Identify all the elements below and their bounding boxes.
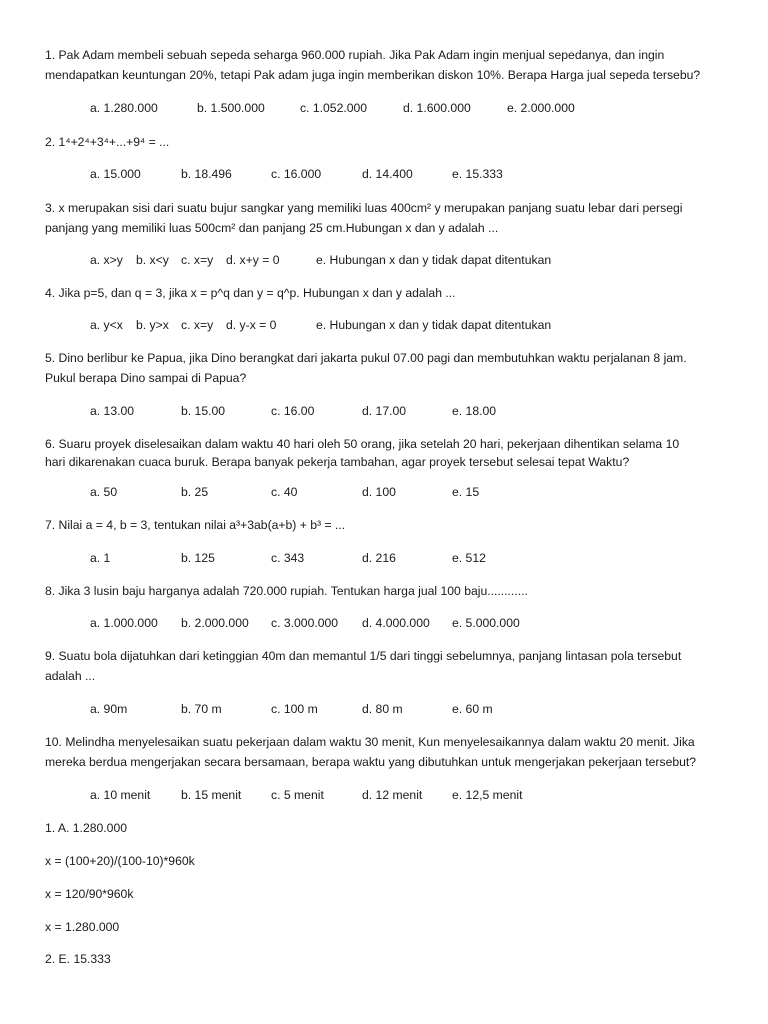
option-d: d. y-x = 0 — [226, 318, 277, 332]
option-a: a. 1 — [90, 551, 111, 565]
option-a: a. 50 — [90, 485, 118, 499]
question-6-line-1: 6. Suaru proyek diselesaikan dalam waktu 40 hari oleh 50 orang, jika setelah 20 hari, pekerjaan dihentikan selama 10 — [45, 437, 680, 451]
answer-1-step-1: x = (100+20)/(100-10)*960k — [45, 854, 195, 868]
option-c: c. 3.000.000 — [271, 616, 339, 630]
option-d: d. 12 menit — [362, 788, 423, 802]
question-3-line-2: panjang yang memiliki luas 500cm² dan panjang 25 cm.Hubungan x dan y adalah ... — [45, 221, 499, 235]
question-5-line-2: Pukul berapa Dino sampai di Papua? — [45, 371, 247, 385]
question-7-options — [0, 550, 768, 566]
option-a: a. y<x — [90, 318, 123, 332]
option-b: b. 15.00 — [181, 404, 226, 418]
question-7-line-1: 7. Nilai a = 4, b = 3, tentukan nilai a³+3ab(a+b) + b³ = ... — [45, 518, 346, 532]
question-9-options — [0, 701, 768, 717]
answer-1-step-2: x = 120/90*960k — [45, 887, 134, 901]
question-6-line-2: hari dikarenakan cuaca buruk. Berapa banyak pekerja tambahan, agar proyek tersebut selesai tepat Waktu? — [45, 455, 630, 469]
option-c: c. 5 menit — [271, 788, 324, 802]
option-c: c. 100 m — [271, 702, 318, 716]
option-a: a. x>y — [90, 253, 123, 267]
option-d: d. 1.600.000 — [403, 101, 471, 115]
option-e: e. 15 — [452, 485, 480, 499]
question-1-line-1: 1. Pak Adam membeli sebuah sepeda seharga 960.000 rupiah. Jika Pak Adam ingin menjual sepedanya, dan ingin — [45, 48, 665, 62]
answer-1-heading: 1. A. 1.280.000 — [45, 821, 127, 835]
question-1-line-2: mendapatkan keuntungan 20%, tetapi Pak adam juga ingin memberikan diskon 10%. Berapa Harga jual sepeda tersebu? — [45, 68, 701, 82]
option-b: b. x<y — [136, 253, 169, 267]
option-e: e. 12,5 menit — [452, 788, 523, 802]
option-c: c. 16.00 — [271, 404, 315, 418]
question-10-options — [0, 787, 768, 803]
option-a: a. 10 menit — [90, 788, 151, 802]
option-e: e. 5.000.000 — [452, 616, 520, 630]
option-c: c. 1.052.000 — [300, 101, 368, 115]
question-10-line-2: mereka berdua mengerjakan secara bersamaan, berapa waktu yang dibutuhkan untuk mengerjakan pekerjaan tersebut? — [45, 755, 697, 769]
option-b: b. 70 m — [181, 702, 222, 716]
option-b: b. 18.496 — [181, 167, 232, 181]
question-10-line-1: 10. Melindha menyelesaikan suatu pekerjaan dalam waktu 30 menit, Kun menyelesaikannya dalam waktu 20 menit. Jika — [45, 735, 695, 749]
option-c: c. x=y — [181, 253, 214, 267]
option-b: b. 2.000.000 — [181, 616, 249, 630]
option-c: c. 343 — [271, 551, 305, 565]
option-c: c. x=y — [181, 318, 214, 332]
option-e: e. 15.333 — [452, 167, 503, 181]
option-e: e. 18.00 — [452, 404, 497, 418]
question-9-line-1: 9. Suatu bola dijatuhkan dari ketinggian 40m dan memantul 1/5 dari tinggi sebelumnya, panjang lintasan pola tersebut — [45, 649, 682, 663]
question-2-options — [0, 166, 768, 182]
option-b: b. 125 — [181, 551, 215, 565]
question-9-line-2: adalah ... — [45, 669, 96, 683]
question-3-options — [0, 252, 768, 268]
question-6-options — [0, 484, 768, 500]
option-b: b. 15 menit — [181, 788, 242, 802]
option-e: e. 2.000.000 — [507, 101, 575, 115]
option-d: d. 4.000.000 — [362, 616, 430, 630]
option-d: d. 17.00 — [362, 404, 407, 418]
option-e: e. Hubungan x dan y tidak dapat ditentukan — [316, 318, 552, 332]
option-a: a. 15.000 — [90, 167, 141, 181]
option-a: a. 90m — [90, 702, 128, 716]
option-e: e. 512 — [452, 551, 486, 565]
question-2-line-1: 2. 1⁴+2⁴+3⁴+...+9⁴ = ... — [45, 135, 170, 149]
question-1-options — [0, 100, 768, 116]
option-d: d. 14.400 — [362, 167, 413, 181]
option-d: d. 80 m — [362, 702, 403, 716]
question-8-options — [0, 615, 768, 631]
option-b: b. 25 — [181, 485, 209, 499]
question-5-options — [0, 403, 768, 419]
answer-2-heading: 2. E. 15.333 — [45, 952, 111, 966]
question-8-line-1: 8. Jika 3 lusin baju harganya adalah 720.000 rupiah. Tentukan harga jual 100 baju............ — [45, 584, 528, 598]
option-c: c. 16.000 — [271, 167, 322, 181]
option-a: a. 1.000.000 — [90, 616, 158, 630]
option-e: e. 60 m — [452, 702, 493, 716]
question-5-line-1: 5. Dino berlibur ke Papua, jika Dino berangkat dari jakarta pukul 07.00 pagi dan membutuhkan waktu perjalanan 8 jam. — [45, 351, 687, 365]
question-3-line-1: 3. x merupakan sisi dari suatu bujur sangkar yang memiliki luas 400cm² y merupakan panjang suatu lebar dari persegi — [45, 201, 683, 215]
option-d: d. x+y = 0 — [226, 253, 280, 267]
question-4-options — [0, 317, 768, 333]
question-4-line-1: 4. Jika p=5, dan q = 3, jika x = p^q dan y = q^p. Hubungan x dan y adalah ... — [45, 286, 456, 300]
option-d: d. 216 — [362, 551, 396, 565]
option-b: b. y>x — [136, 318, 169, 332]
option-a: a. 13.00 — [90, 404, 135, 418]
option-a: a. 1.280.000 — [90, 101, 158, 115]
option-c: c. 40 — [271, 485, 298, 499]
option-e: e. Hubungan x dan y tidak dapat ditentukan — [316, 253, 552, 267]
option-b: b. 1.500.000 — [197, 101, 265, 115]
answer-1-step-3: x = 1.280.000 — [45, 920, 120, 934]
option-d: d. 100 — [362, 485, 396, 499]
